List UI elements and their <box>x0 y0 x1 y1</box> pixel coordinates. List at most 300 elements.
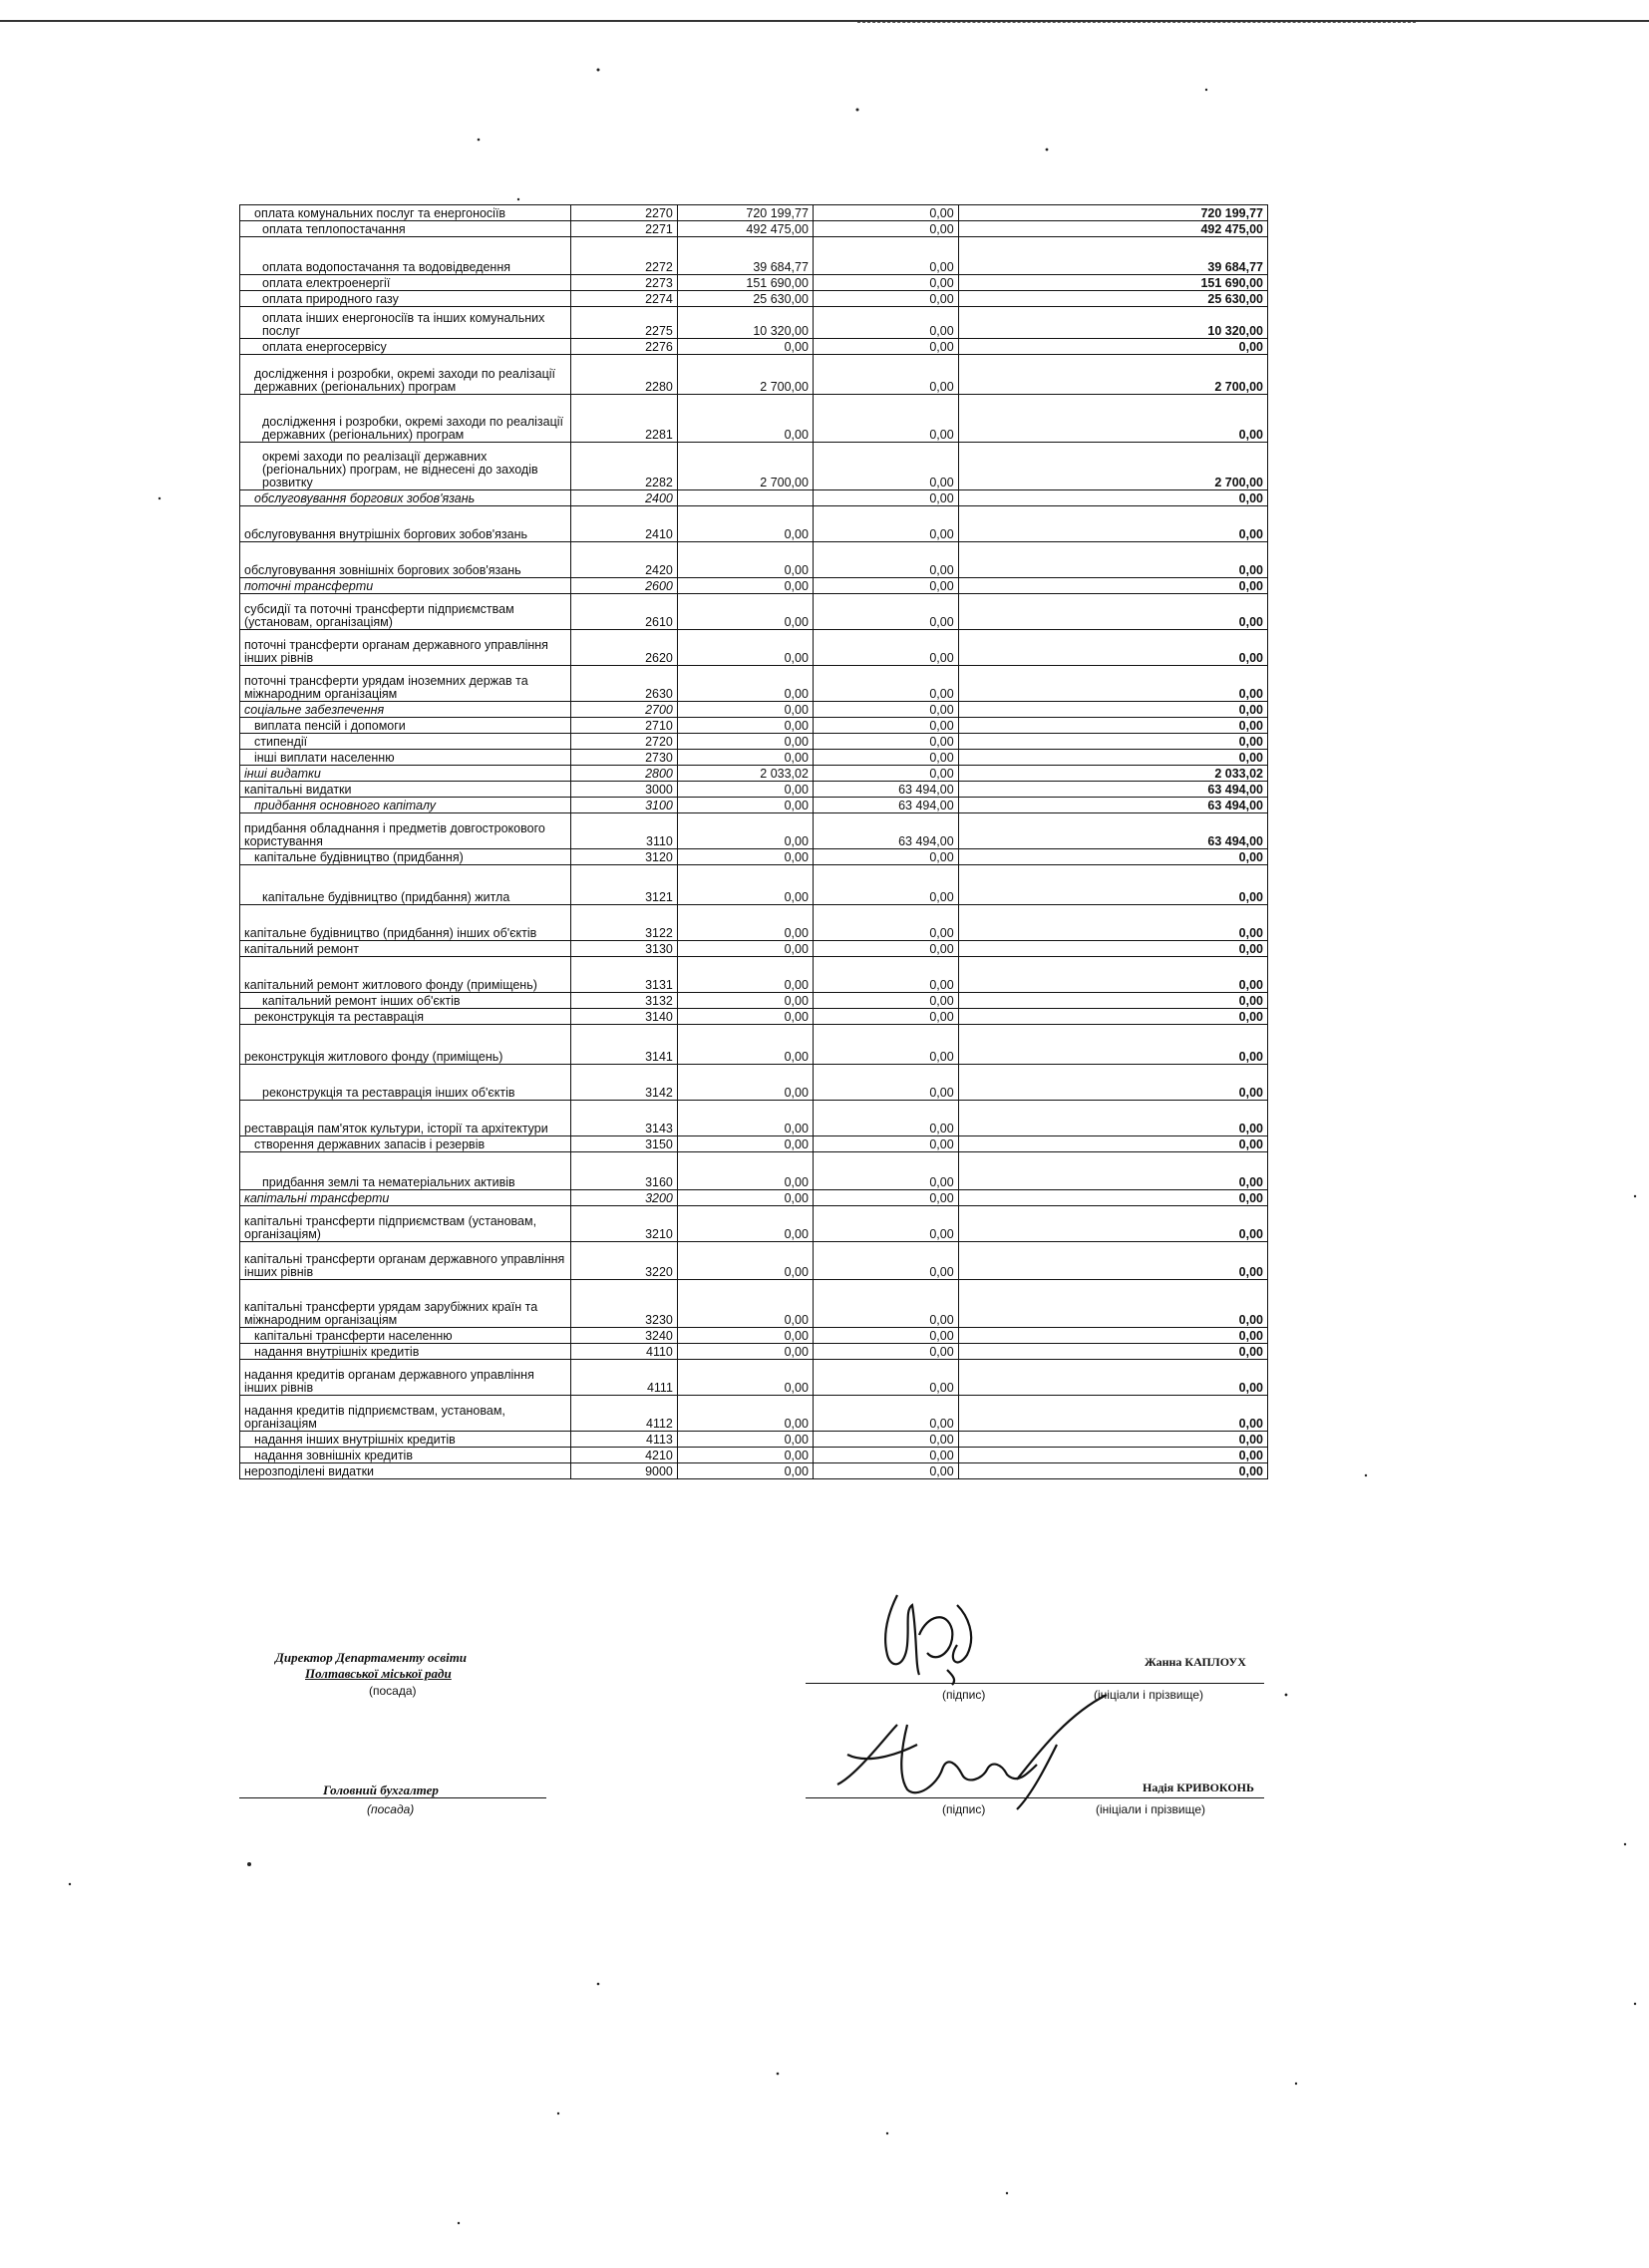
row-value-general-fund: 0,00 <box>677 849 813 865</box>
row-value-general-fund: 0,00 <box>677 506 813 542</box>
row-value-general-fund: 0,00 <box>677 1344 813 1360</box>
row-name: капітальні трансферти <box>240 1190 571 1206</box>
row-code: 2280 <box>571 355 678 395</box>
row-value-special-fund: 0,00 <box>813 275 958 291</box>
row-value-total: 151 690,00 <box>958 275 1267 291</box>
row-value-general-fund: 0,00 <box>677 1206 813 1242</box>
row-value-special-fund: 0,00 <box>813 849 958 865</box>
row-name: капітальне будівництво (придбання) <box>240 849 571 865</box>
row-code: 3100 <box>571 798 678 813</box>
row-name: виплата пенсій і допомоги <box>240 718 571 734</box>
row-value-special-fund: 0,00 <box>813 1432 958 1448</box>
row-value-general-fund: 0,00 <box>677 750 813 766</box>
row-value-special-fund: 63 494,00 <box>813 813 958 849</box>
row-code: 3142 <box>571 1065 678 1101</box>
row-code: 2282 <box>571 443 678 490</box>
row-code: 2271 <box>571 221 678 237</box>
row-value-total: 2 033,02 <box>958 766 1267 782</box>
row-name: капітальне будівництво (придбання) житла <box>240 865 571 905</box>
row-name: інші видатки <box>240 766 571 782</box>
row-value-special-fund: 0,00 <box>813 1206 958 1242</box>
row-code: 3143 <box>571 1101 678 1136</box>
position-caption-2: (посада) <box>367 1802 415 1816</box>
initials-caption-1: (ініціали і прізвище) <box>1094 1688 1204 1702</box>
table-row <box>240 1360 1268 1396</box>
row-value-general-fund: 0,00 <box>677 1065 813 1101</box>
row-value-general-fund: 0,00 <box>677 734 813 750</box>
row-value-total: 0,00 <box>958 630 1267 666</box>
row-value-total: 0,00 <box>958 1328 1267 1344</box>
table-row <box>240 490 1268 506</box>
table-row <box>240 849 1268 865</box>
row-value-total: 0,00 <box>958 702 1267 718</box>
row-code: 3122 <box>571 905 678 941</box>
row-code: 2720 <box>571 734 678 750</box>
row-value-special-fund: 0,00 <box>813 1101 958 1136</box>
row-name: окремі заходи по реалізації державних (регіональних) програм, не віднесені до заходів розвитку <box>240 443 571 490</box>
row-name: оплата водопостачання та водовідведення <box>240 237 571 275</box>
table-row <box>240 1206 1268 1242</box>
row-value-total: 0,00 <box>958 1009 1267 1025</box>
row-value-special-fund: 0,00 <box>813 1463 958 1479</box>
accountant-position-line <box>239 1797 546 1798</box>
row-name: надання кредитів підприємствам, установам, організаціям <box>240 1396 571 1432</box>
row-value-special-fund: 0,00 <box>813 542 958 578</box>
row-name: реставрація пам'яток культури, історії та архітектури <box>240 1101 571 1136</box>
row-value-special-fund: 0,00 <box>813 1280 958 1328</box>
table-row <box>240 594 1268 630</box>
row-code: 2275 <box>571 307 678 339</box>
row-value-general-fund: 2 700,00 <box>677 443 813 490</box>
row-code: 3141 <box>571 1025 678 1065</box>
table-row <box>240 1344 1268 1360</box>
row-value-general-fund: 39 684,77 <box>677 237 813 275</box>
row-value-special-fund: 0,00 <box>813 957 958 993</box>
row-value-total: 0,00 <box>958 905 1267 941</box>
table-row <box>240 221 1268 237</box>
row-value-total: 0,00 <box>958 718 1267 734</box>
row-value-special-fund: 0,00 <box>813 291 958 307</box>
row-name: нерозподілені видатки <box>240 1463 571 1479</box>
expenditure-table <box>239 204 1268 1479</box>
row-code: 3150 <box>571 1136 678 1152</box>
row-value-total: 0,00 <box>958 1360 1267 1396</box>
row-code: 2700 <box>571 702 678 718</box>
row-value-special-fund: 0,00 <box>813 702 958 718</box>
row-value-special-fund: 63 494,00 <box>813 798 958 813</box>
table-row <box>240 766 1268 782</box>
row-value-special-fund: 0,00 <box>813 506 958 542</box>
director-name: Жанна КАПЛОУХ <box>1145 1655 1246 1669</box>
row-value-total: 0,00 <box>958 750 1267 766</box>
row-value-general-fund: 0,00 <box>677 1136 813 1152</box>
row-value-total: 720 199,77 <box>958 205 1267 221</box>
row-value-general-fund: 0,00 <box>677 339 813 355</box>
accountant-position: Головний бухгалтер <box>323 1782 439 1797</box>
row-value-general-fund: 0,00 <box>677 1025 813 1065</box>
table-row <box>240 750 1268 766</box>
row-code: 4210 <box>571 1448 678 1463</box>
table-row <box>240 355 1268 395</box>
row-value-total: 0,00 <box>958 490 1267 506</box>
row-value-general-fund: 0,00 <box>677 1242 813 1280</box>
row-value-general-fund: 10 320,00 <box>677 307 813 339</box>
row-value-special-fund: 0,00 <box>813 205 958 221</box>
row-name: обслуговування боргових зобов'язань <box>240 490 571 506</box>
row-value-special-fund: 0,00 <box>813 578 958 594</box>
row-name: соціальне забезпечення <box>240 702 571 718</box>
director-position-line-2: Полтавської міської ради <box>305 1666 452 1681</box>
row-code: 3121 <box>571 865 678 905</box>
row-value-general-fund: 0,00 <box>677 1396 813 1432</box>
row-value-total: 39 684,77 <box>958 237 1267 275</box>
row-name: інші виплати населенню <box>240 750 571 766</box>
row-code: 4111 <box>571 1360 678 1396</box>
row-code: 2270 <box>571 205 678 221</box>
row-value-special-fund: 0,00 <box>813 1396 958 1432</box>
row-name: оплата інших енергоносіїв та інших комунальних послуг <box>240 307 571 339</box>
row-value-total: 492 475,00 <box>958 221 1267 237</box>
table-row <box>240 1432 1268 1448</box>
row-value-general-fund: 0,00 <box>677 1360 813 1396</box>
row-value-total: 10 320,00 <box>958 307 1267 339</box>
row-value-total: 0,00 <box>958 666 1267 702</box>
row-value-total: 0,00 <box>958 506 1267 542</box>
row-value-general-fund: 0,00 <box>677 1101 813 1136</box>
row-code: 3110 <box>571 813 678 849</box>
table-row <box>240 578 1268 594</box>
row-value-general-fund: 0,00 <box>677 1432 813 1448</box>
row-value-total: 0,00 <box>958 542 1267 578</box>
row-name: капітальні трансферти підприємствам (установам, організаціям) <box>240 1206 571 1242</box>
row-code: 4113 <box>571 1432 678 1448</box>
row-value-special-fund: 0,00 <box>813 395 958 443</box>
row-value-total: 0,00 <box>958 1025 1267 1065</box>
row-value-total: 0,00 <box>958 849 1267 865</box>
row-value-general-fund: 0,00 <box>677 1009 813 1025</box>
row-value-special-fund: 0,00 <box>813 339 958 355</box>
table-row <box>240 718 1268 734</box>
row-value-total: 0,00 <box>958 1065 1267 1101</box>
position-caption-1: (посада) <box>369 1684 417 1698</box>
row-value-general-fund: 0,00 <box>677 993 813 1009</box>
table-row <box>240 1101 1268 1136</box>
row-code: 3200 <box>571 1190 678 1206</box>
row-name: реконструкція та реставрація <box>240 1009 571 1025</box>
row-value-special-fund: 0,00 <box>813 750 958 766</box>
row-value-special-fund: 0,00 <box>813 443 958 490</box>
initials-caption-2: (ініціали і прізвище) <box>1096 1802 1206 1816</box>
row-code: 2630 <box>571 666 678 702</box>
row-code: 3120 <box>571 849 678 865</box>
table-row <box>240 1328 1268 1344</box>
row-value-special-fund: 0,00 <box>813 666 958 702</box>
row-value-general-fund: 0,00 <box>677 395 813 443</box>
row-value-general-fund: 0,00 <box>677 1448 813 1463</box>
row-value-general-fund: 0,00 <box>677 941 813 957</box>
table-row <box>240 941 1268 957</box>
row-value-special-fund: 0,00 <box>813 594 958 630</box>
table-row <box>240 813 1268 849</box>
row-value-total: 0,00 <box>958 734 1267 750</box>
row-name: субсидії та поточні трансферти підприємствам (установам, організаціям) <box>240 594 571 630</box>
row-code: 3140 <box>571 1009 678 1025</box>
table-row <box>240 1025 1268 1065</box>
row-name: поточні трансферти <box>240 578 571 594</box>
table-row <box>240 1009 1268 1025</box>
row-value-total: 0,00 <box>958 1463 1267 1479</box>
row-code: 9000 <box>571 1463 678 1479</box>
row-value-special-fund: 63 494,00 <box>813 782 958 798</box>
row-value-total: 0,00 <box>958 395 1267 443</box>
director-position-line-1: Директор Департаменту освіти <box>275 1650 468 1665</box>
table-row <box>240 542 1268 578</box>
table-row <box>240 443 1268 490</box>
accountant-name: Надія КРИВОКОНЬ <box>1143 1781 1254 1794</box>
row-value-total: 2 700,00 <box>958 355 1267 395</box>
row-name: придбання обладнання і предметів довгострокового користування <box>240 813 571 849</box>
row-value-general-fund: 0,00 <box>677 1328 813 1344</box>
row-name: капітальні трансферти населенню <box>240 1328 571 1344</box>
table-row <box>240 291 1268 307</box>
row-value-total: 2 700,00 <box>958 443 1267 490</box>
table-row <box>240 905 1268 941</box>
row-value-total: 0,00 <box>958 1136 1267 1152</box>
row-value-general-fund: 0,00 <box>677 1280 813 1328</box>
row-code: 3220 <box>571 1242 678 1280</box>
row-code: 4112 <box>571 1396 678 1432</box>
row-code: 2281 <box>571 395 678 443</box>
row-code: 2710 <box>571 718 678 734</box>
row-value-special-fund: 0,00 <box>813 734 958 750</box>
row-code: 2420 <box>571 542 678 578</box>
table-row <box>240 1448 1268 1463</box>
expenditure-table-body <box>240 205 1268 1479</box>
row-value-total: 0,00 <box>958 957 1267 993</box>
row-value-special-fund: 0,00 <box>813 221 958 237</box>
row-name: надання інших внутрішніх кредитів <box>240 1432 571 1448</box>
table-row <box>240 865 1268 905</box>
row-name: реконструкція та реставрація інших об'єктів <box>240 1065 571 1101</box>
row-name: придбання землі та нематеріальних активів <box>240 1152 571 1190</box>
row-value-total: 63 494,00 <box>958 782 1267 798</box>
row-value-total: 0,00 <box>958 865 1267 905</box>
table-row <box>240 205 1268 221</box>
row-value-general-fund: 0,00 <box>677 905 813 941</box>
row-code: 2400 <box>571 490 678 506</box>
row-code: 3131 <box>571 957 678 993</box>
row-value-general-fund: 0,00 <box>677 865 813 905</box>
row-value-general-fund: 0,00 <box>677 1152 813 1190</box>
row-value-general-fund: 151 690,00 <box>677 275 813 291</box>
table-row <box>240 339 1268 355</box>
table-row <box>240 666 1268 702</box>
row-name: оплата теплопостачання <box>240 221 571 237</box>
row-code: 3230 <box>571 1280 678 1328</box>
table-row <box>240 1463 1268 1479</box>
row-name: реконструкція житлового фонду (приміщень) <box>240 1025 571 1065</box>
row-value-special-fund: 0,00 <box>813 1328 958 1344</box>
row-value-total: 0,00 <box>958 1152 1267 1190</box>
row-value-special-fund: 0,00 <box>813 1025 958 1065</box>
table-row <box>240 734 1268 750</box>
row-code: 2272 <box>571 237 678 275</box>
row-name: створення державних запасів і резервів <box>240 1136 571 1152</box>
row-name: оплата природного газу <box>240 291 571 307</box>
row-name: оплата енергосервісу <box>240 339 571 355</box>
row-value-special-fund: 0,00 <box>813 307 958 339</box>
row-value-special-fund: 0,00 <box>813 941 958 957</box>
row-name: надання зовнішніх кредитів <box>240 1448 571 1463</box>
table-row <box>240 798 1268 813</box>
row-code: 4110 <box>571 1344 678 1360</box>
table-row <box>240 1396 1268 1432</box>
row-value-total: 0,00 <box>958 1280 1267 1328</box>
row-value-special-fund: 0,00 <box>813 1152 958 1190</box>
row-value-total: 0,00 <box>958 594 1267 630</box>
row-code: 2274 <box>571 291 678 307</box>
director-signature-line <box>806 1683 1264 1684</box>
row-value-special-fund: 0,00 <box>813 1190 958 1206</box>
row-name: капітальні трансферти органам державного управління інших рівнів <box>240 1242 571 1280</box>
row-value-total: 63 494,00 <box>958 798 1267 813</box>
row-name: капітальні видатки <box>240 782 571 798</box>
scan-edge-dashes <box>857 22 1416 23</box>
row-code: 2730 <box>571 750 678 766</box>
row-value-general-fund: 0,00 <box>677 578 813 594</box>
row-value-total: 0,00 <box>958 1190 1267 1206</box>
row-value-general-fund: 0,00 <box>677 718 813 734</box>
row-code: 2273 <box>571 275 678 291</box>
table-row <box>240 630 1268 666</box>
row-value-total: 0,00 <box>958 1206 1267 1242</box>
row-value-special-fund: 0,00 <box>813 1344 958 1360</box>
row-value-special-fund: 0,00 <box>813 630 958 666</box>
row-value-special-fund: 0,00 <box>813 1360 958 1396</box>
table-row <box>240 237 1268 275</box>
table-row <box>240 702 1268 718</box>
row-value-total: 63 494,00 <box>958 813 1267 849</box>
row-value-general-fund: 2 700,00 <box>677 355 813 395</box>
row-name: капітальні трансферти урядам зарубіжних країн та міжнародним організаціям <box>240 1280 571 1328</box>
row-name: поточні трансферти урядам іноземних держав та міжнародним організаціям <box>240 666 571 702</box>
row-code: 3160 <box>571 1152 678 1190</box>
row-value-special-fund: 0,00 <box>813 1136 958 1152</box>
row-name: капітальний ремонт <box>240 941 571 957</box>
row-code: 3240 <box>571 1328 678 1344</box>
row-value-general-fund: 0,00 <box>677 666 813 702</box>
row-name: оплата комунальних послуг та енергоносіїв <box>240 205 571 221</box>
row-name: стипендії <box>240 734 571 750</box>
table-row <box>240 1242 1268 1280</box>
row-value-special-fund: 0,00 <box>813 905 958 941</box>
row-value-total: 0,00 <box>958 1242 1267 1280</box>
row-name: капітальний ремонт житлового фонду (приміщень) <box>240 957 571 993</box>
row-value-total: 0,00 <box>958 941 1267 957</box>
row-name: придбання основного капіталу <box>240 798 571 813</box>
signature-caption-2: (підпис) <box>942 1802 986 1816</box>
row-value-total: 0,00 <box>958 339 1267 355</box>
row-value-special-fund: 0,00 <box>813 1009 958 1025</box>
row-code: 3210 <box>571 1206 678 1242</box>
row-value-special-fund: 0,00 <box>813 1242 958 1280</box>
row-code: 3132 <box>571 993 678 1009</box>
row-value-total: 0,00 <box>958 1448 1267 1463</box>
table-row <box>240 307 1268 339</box>
row-value-general-fund: 0,00 <box>677 1463 813 1479</box>
row-code: 2610 <box>571 594 678 630</box>
row-name: дослідження і розробки, окремі заходи по реалізації державних (регіональних) програм <box>240 395 571 443</box>
row-value-general-fund <box>677 490 813 506</box>
table-row <box>240 1152 1268 1190</box>
row-name: обслуговування внутрішніх боргових зобов'язань <box>240 506 571 542</box>
row-value-general-fund: 0,00 <box>677 630 813 666</box>
row-value-total: 0,00 <box>958 1396 1267 1432</box>
row-value-general-fund: 2 033,02 <box>677 766 813 782</box>
table-row <box>240 275 1268 291</box>
row-value-general-fund: 492 475,00 <box>677 221 813 237</box>
table-row <box>240 506 1268 542</box>
row-name: надання внутрішніх кредитів <box>240 1344 571 1360</box>
row-name: капітальне будівництво (придбання) інших об'єктів <box>240 905 571 941</box>
row-value-total: 0,00 <box>958 993 1267 1009</box>
table-row <box>240 993 1268 1009</box>
signature-caption-1: (підпис) <box>942 1688 986 1702</box>
row-value-special-fund: 0,00 <box>813 237 958 275</box>
table-row <box>240 1136 1268 1152</box>
row-code: 3130 <box>571 941 678 957</box>
row-code: 2800 <box>571 766 678 782</box>
row-value-general-fund: 0,00 <box>677 957 813 993</box>
row-value-special-fund: 0,00 <box>813 766 958 782</box>
row-code: 2600 <box>571 578 678 594</box>
row-name: оплата електроенергії <box>240 275 571 291</box>
table-row <box>240 957 1268 993</box>
row-value-total: 25 630,00 <box>958 291 1267 307</box>
row-value-general-fund: 0,00 <box>677 1190 813 1206</box>
accountant-signature-line <box>806 1797 1264 1798</box>
row-value-general-fund: 0,00 <box>677 594 813 630</box>
table-row <box>240 1280 1268 1328</box>
row-value-general-fund: 25 630,00 <box>677 291 813 307</box>
row-value-special-fund: 0,00 <box>813 865 958 905</box>
row-name: дослідження і розробки, окремі заходи по реалізації державних (регіональних) програм <box>240 355 571 395</box>
accountant-signature-image <box>818 1685 1117 1814</box>
row-value-total: 0,00 <box>958 1101 1267 1136</box>
row-name: поточні трансферти органам державного управління інших рівнів <box>240 630 571 666</box>
row-value-general-fund: 0,00 <box>677 782 813 798</box>
row-code: 2276 <box>571 339 678 355</box>
table-row <box>240 1065 1268 1101</box>
table-row <box>240 395 1268 443</box>
row-value-total: 0,00 <box>958 578 1267 594</box>
row-value-general-fund: 0,00 <box>677 542 813 578</box>
row-value-special-fund: 0,00 <box>813 993 958 1009</box>
row-name: надання кредитів органам державного управління інших рівнів <box>240 1360 571 1396</box>
row-value-general-fund: 0,00 <box>677 798 813 813</box>
row-value-total: 0,00 <box>958 1432 1267 1448</box>
row-code: 3000 <box>571 782 678 798</box>
row-value-special-fund: 0,00 <box>813 1448 958 1463</box>
row-value-special-fund: 0,00 <box>813 355 958 395</box>
row-name: обслуговування зовнішніх боргових зобов'язань <box>240 542 571 578</box>
row-value-special-fund: 0,00 <box>813 718 958 734</box>
table-row <box>240 782 1268 798</box>
table-row <box>240 1190 1268 1206</box>
row-code: 2410 <box>571 506 678 542</box>
row-value-special-fund: 0,00 <box>813 1065 958 1101</box>
row-value-general-fund: 0,00 <box>677 702 813 718</box>
